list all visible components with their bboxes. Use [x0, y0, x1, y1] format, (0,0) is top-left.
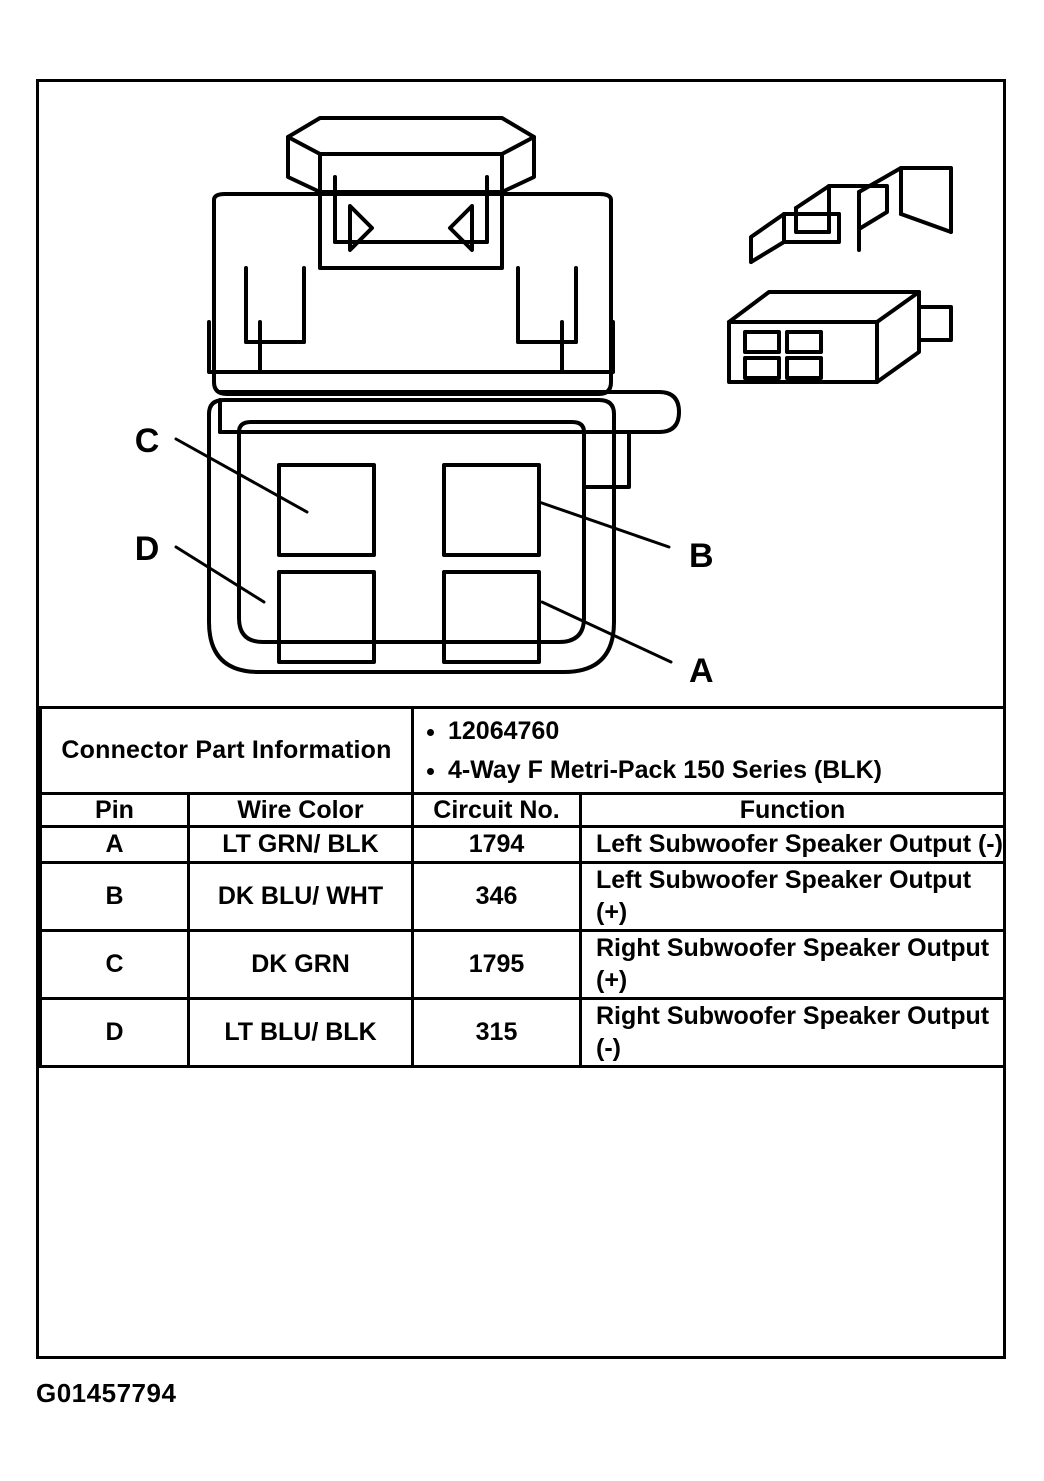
part-number-item: • 12064760 [448, 715, 1003, 748]
cell-pin: C [41, 930, 189, 998]
header-pin: Pin [41, 794, 189, 827]
cell-circuit-no: 1794 [413, 827, 581, 863]
table-row [41, 827, 1005, 863]
header-function: Function [581, 794, 1005, 827]
cell-pin: D [41, 998, 189, 1066]
table-row-part-info [41, 708, 1005, 794]
cell-wire-color: LT BLU/ BLK [189, 998, 413, 1066]
cell-pin: A [41, 827, 189, 863]
cell-circuit-no: 346 [413, 862, 581, 930]
table-row [41, 998, 1005, 1066]
figure-caption: G01457794 [36, 1378, 177, 1408]
callout-label-d: D [134, 530, 160, 568]
callout-label-b: B [689, 537, 714, 575]
callout-label-a: A [689, 652, 714, 690]
connector-illustration [39, 82, 1003, 706]
table-row [41, 862, 1005, 930]
callout-label-c: C [134, 422, 160, 460]
cell-circuit-no: 1795 [413, 930, 581, 998]
table-row [41, 930, 1005, 998]
connector-drawing [39, 82, 1003, 706]
connector-info-table [39, 706, 1006, 1068]
connector-part-information-label: Connector Part Information [41, 708, 413, 794]
cell-function: Right Subwoofer Speaker Output (+) [581, 930, 1005, 998]
cell-function: Left Subwoofer Speaker Output (+) [581, 862, 1005, 930]
cell-wire-color: DK GRN [189, 930, 413, 998]
cell-pin: B [41, 862, 189, 930]
connector-figure-box [36, 79, 1006, 1359]
header-wire-color: Wire Color [189, 794, 413, 827]
table-header-row [41, 794, 1005, 827]
connector-part-information-values [413, 708, 1005, 794]
part-type-item: • 4-Way F Metri-Pack 150 Series (BLK) [448, 754, 1003, 787]
cell-function: Left Subwoofer Speaker Output (-) [581, 827, 1005, 863]
cell-circuit-no: 315 [413, 998, 581, 1066]
cell-wire-color: DK BLU/ WHT [189, 862, 413, 930]
header-circuit-no: Circuit No. [413, 794, 581, 827]
cell-function: Right Subwoofer Speaker Output (-) [581, 998, 1005, 1066]
cell-wire-color: LT GRN/ BLK [189, 827, 413, 863]
